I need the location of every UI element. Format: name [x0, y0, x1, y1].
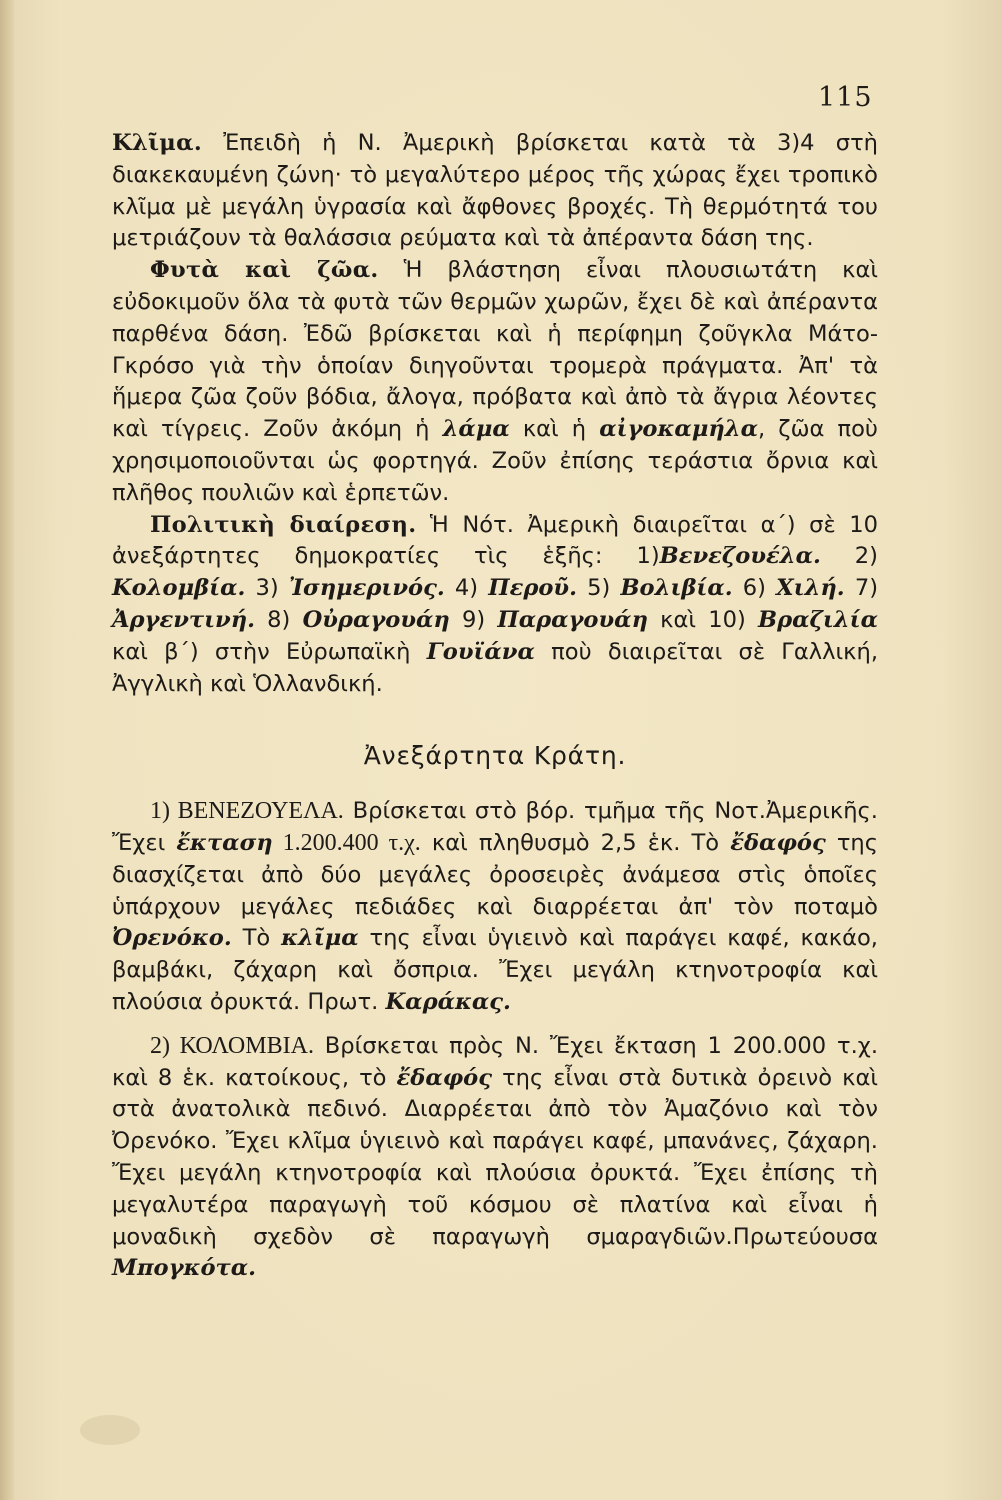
- country-colombia: Κολομβία.: [112, 575, 246, 602]
- country-number: 3): [245, 575, 289, 602]
- country-number: 4): [444, 575, 489, 602]
- flora-fauna-text-1: Ἡ βλάστηση εἶναι πλουσιωτάτη καὶ εὐδοκιμοῦν ὅλα τὰ φυτὰ τῶν θερμῶν χωρῶν, ἔχει δὲ καὶ ἀπέραντα παρθένα δάση. Ἐδῶ βρίσκεται καὶ ἡ περίφημη ζοῦγκλα Μάτο-Γκρόσο γιὰ τὴν ὁποίαν διηγοῦνται τρομερὰ πράγματα. Ἀπ' τὰ ἥμερα ζῶα ζοῦν βόδια, ἄλογα, πρόβατα καὶ ἀπὸ τὰ ἄγρια λέοντες καὶ τίγρεις. Ζοῦν ἀκόμη ἡ: [112, 257, 878, 443]
- country-paraguay: Παραγουάη: [497, 606, 648, 633]
- venezuela-climate-word: κλῖμα: [281, 925, 359, 952]
- body-text: [112, 128, 878, 1285]
- paragraph-political-division: [112, 510, 878, 701]
- country-number: 5): [576, 575, 621, 602]
- country-peru: Περοῦ.: [488, 575, 577, 602]
- country-number: 2): [820, 543, 878, 570]
- climate-text: Ἐπειδὴ ἡ Ν. Ἀμερικὴ βρίσκεται κατὰ τὰ 3)4 στὴ διακεκαυμένη ζώνη· τὸ μεγαλύτερο μέρος τῆς χώρας ἔχει τροπικὸ κλῖμα μὲ μεγάλη ὑγρασία καὶ ἄφθονες βροχές. Τὴ θερμότητά του μετριάζουν τὰ θαλάσσια ρεύματα καὶ τὰ ἀπέραντα δάση της.: [112, 130, 878, 252]
- political-b-intro: καὶ β΄) στὴν Εὐρωπαϊκὴ: [112, 638, 427, 665]
- country-bolivia: Βολιβία.: [620, 575, 733, 602]
- flora-fauna-text-3: , ζῶα ποὺ χρησιμοποιοῦνται ὡς φορτηγά. Ζοῦν ἐπίσης τεράστια ὄρνια καὶ πλῆθος πουλιῶν καὶ ἑρπετῶν.: [112, 416, 878, 506]
- country-number: 7): [844, 575, 879, 602]
- country-number: 6): [732, 575, 777, 602]
- venezuela-text-4: Τὸ: [231, 925, 282, 952]
- country-argentina: Ἀργεντινή.: [112, 606, 255, 633]
- heading-flora-fauna: Φυτὰ καὶ ζῶα.: [150, 257, 379, 284]
- country-brazil: Βραζιλία: [757, 606, 878, 633]
- venezuela-text-1: Βρίσκεται στὸ βόρ. τμῆμα τῆς Νοτ.Ἀμερικῆς. Ἔχει: [112, 798, 878, 856]
- venezuela-text-2: καὶ πληθυσμὸ 2,5 ἑκ. Τὸ: [420, 829, 731, 856]
- flora-fauna-text-2: καὶ ἡ: [509, 416, 600, 443]
- venezuela-area-value: 1.200.400 τ.χ.: [272, 829, 421, 856]
- country-uruguay: Οὐραγουάη: [302, 606, 450, 633]
- heading-climate: Κλῖμα.: [112, 130, 203, 156]
- venezuela-area-word: ἔκταση: [176, 829, 273, 856]
- country-venezuela: Βενεζουέλα.: [659, 543, 821, 570]
- country-ecuador: Ἰσημερινός.: [288, 575, 445, 602]
- lama-term: λάμα: [442, 416, 510, 443]
- label-colombia: 2) ΚΟΛΟΜΒΙΑ.: [150, 1032, 314, 1059]
- colombia-text-1: Βρίσκεται πρὸς Ν. Ἔχει ἔκταση 1 200.000 τ.χ. καὶ 8 ἑκ. κατοίκους, τὸ: [112, 1032, 878, 1091]
- political-intro: Ἡ Νότ. Ἀμερικὴ διαιρεῖται α΄) σὲ 10 ἀνεξάρτητες δημοκρατίες τὶς ἑξῆς: 1): [112, 511, 878, 570]
- page-binding-edge: [0, 0, 14, 1500]
- paragraph-climate: [112, 128, 878, 255]
- country-number: καὶ 10): [648, 606, 758, 633]
- colombia-soil-word: ἔδαφός: [396, 1064, 493, 1091]
- paragraph-venezuela: [112, 796, 878, 1019]
- page-number: 115: [818, 82, 873, 113]
- colombia-text-2: της εἶναι στὰ δυτικὰ ὀρεινὸ καὶ στὰ ἀνατολικὰ πεδινό. Διαρρέεται ἀπὸ τὸν Ἀμαζόνιο καὶ τὸν Ὀρενόκο. Ἔχει κλῖμα ὑγιεινὸ καὶ παράγει καφέ, μπανάνες, ζάχαρη. Ἔχει μεγάλη κτηνοτροφία καὶ πλούσια ὀρυκτά. Ἔχει ἐπίσης τὴ μεγαλυτέρα παραγωγὴ τοῦ κόσμου σὲ πλατίνα καὶ εἶναι ἡ μοναδικὴ σχεδὸν σὲ παραγωγὴ σμαραγδιῶν.Πρωτεύουσα: [112, 1064, 878, 1250]
- label-venezuela: 1) ΒΕΝΕΖΟΥΕΛΑ.: [150, 798, 344, 825]
- country-number: 8): [255, 606, 303, 633]
- paragraph-spacer: [112, 1019, 878, 1031]
- goat-camel-term: αἰγοκαμήλα: [599, 416, 759, 443]
- paper-stain: [80, 1415, 140, 1445]
- heading-political-division: Πολιτικὴ διαίρεση.: [150, 511, 417, 538]
- country-number: 9): [449, 606, 498, 633]
- venezuela-river: Ὀρενόκο.: [112, 925, 232, 952]
- venezuela-text-5: της εἶναι ὑγιεινὸ καὶ παράγει καφέ, κακάο, βαμβάκι, ζάχαρη καὶ ὄσπρια. Ἔχει μεγάλη κτηνοτροφία καὶ πλούσια ὀρυκτά. Πρωτ.: [112, 925, 878, 1015]
- section-title-independent-states: Ἀνεξάρτητα Κράτη.: [363, 741, 627, 771]
- country-chile: Χιλή.: [776, 575, 845, 602]
- colombia-capital: Μπογκότα.: [112, 1255, 256, 1282]
- political-b-end: ποὺ διαιρεῖται σὲ Γαλλική, Ἀγγλικὴ καὶ Ὁλλανδική.: [112, 638, 878, 697]
- venezuela-text-3: της διασχίζεται ἀπὸ δύο μεγάλες ὀροσειρὲς ἀνάμεσα στὶς ὁποῖες ὑπάρχουν μεγάλες πεδιάδες καὶ διαρρέεται ἀπ' τὸν ποταμὸ: [112, 829, 879, 920]
- venezuela-soil-word: ἔδαφός: [730, 829, 826, 856]
- venezuela-capital: Καράκας.: [385, 988, 511, 1015]
- paragraph-colombia: [112, 1031, 878, 1285]
- region-guiana: Γουϊάνα: [426, 638, 535, 665]
- paragraph-flora-fauna: [112, 255, 878, 509]
